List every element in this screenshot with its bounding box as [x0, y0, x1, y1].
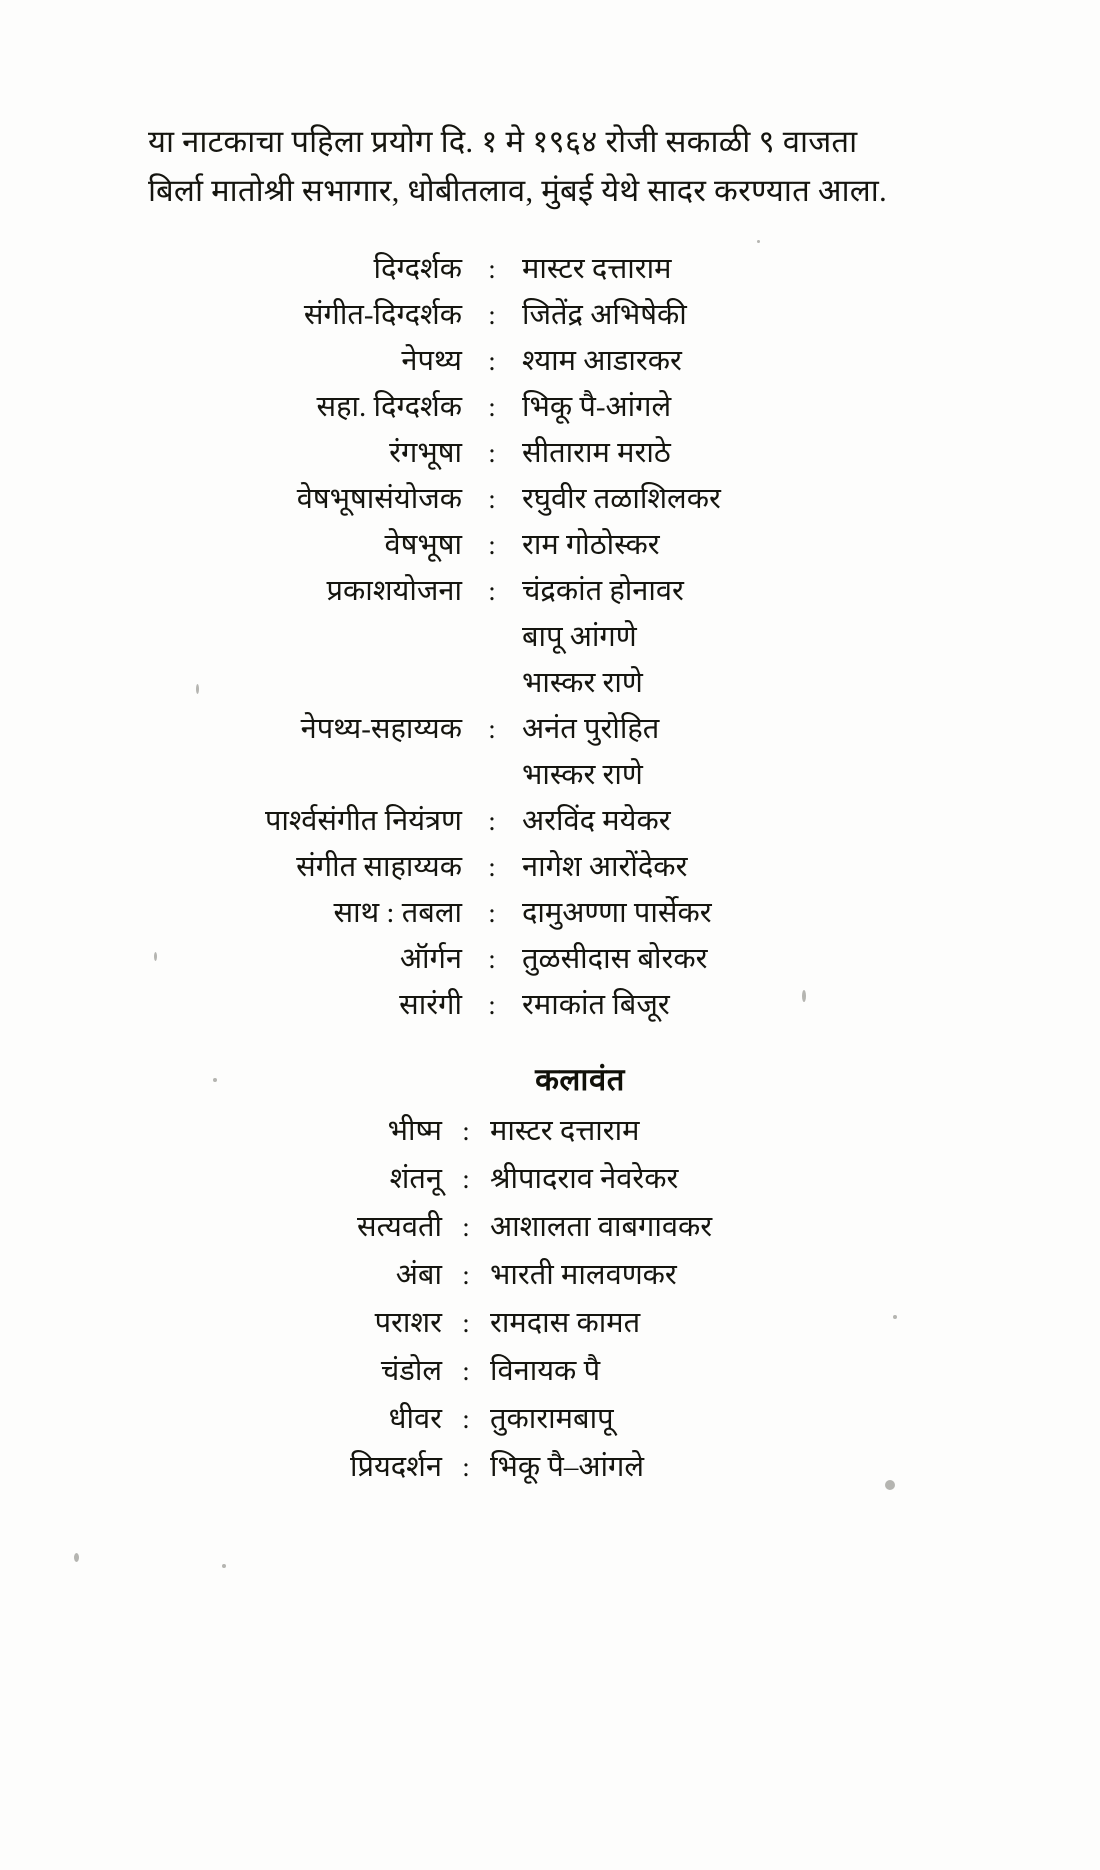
credit-separator: : [488, 576, 496, 606]
credit-separator: : [488, 254, 496, 284]
cast-actor: रामदास कामत [490, 1307, 641, 1339]
credit-role: सहा. दिग्दर्शक [316, 391, 462, 423]
credit-row-continuation [0, 662, 1100, 708]
credit-separator: : [488, 346, 496, 376]
credit-separator: : [462, 1212, 470, 1242]
credit-name: रघुवीर तळाशिलकर [522, 483, 721, 515]
credit-row [0, 846, 1100, 892]
cast-row [0, 1206, 1100, 1254]
credit-role: पार्श्वसंगीत नियंत्रण [264, 805, 462, 837]
credit-name: श्याम आडारकर [522, 345, 682, 377]
cast-row [0, 1350, 1100, 1398]
credit-separator: : [488, 806, 496, 836]
credit-role: साथ : तबला [333, 897, 462, 929]
credit-row-continuation [0, 616, 1100, 662]
cast-actor: मास्टर दत्ताराम [490, 1115, 640, 1147]
credit-name: सीताराम मराठे [522, 437, 671, 469]
credit-name: चंद्रकांत होनावर [522, 575, 684, 607]
cast-row [0, 1158, 1100, 1206]
credit-separator: : [462, 1308, 470, 1338]
cast-character: धीवर [388, 1403, 442, 1435]
credit-role: दिग्दर्शक [373, 253, 462, 285]
cast-row [0, 1398, 1100, 1446]
cast-list [0, 1110, 1100, 1494]
credit-name: भिकू पै-आंगले [522, 391, 672, 423]
cast-actor: श्रीपादराव नेवरेकर [490, 1163, 679, 1195]
credit-role: नेपथ्य-सहाय्यक [300, 713, 462, 745]
credit-separator: : [462, 1116, 470, 1146]
credit-row [0, 708, 1100, 754]
credit-row [0, 984, 1100, 1030]
credit-separator: : [488, 392, 496, 422]
credit-role: संगीत-दिग्दर्शक [303, 299, 462, 331]
credit-role: प्रकाशयोजना [326, 575, 462, 607]
credit-role: ऑर्गन [399, 943, 462, 975]
credit-row [0, 570, 1100, 616]
credit-separator: : [488, 300, 496, 330]
cast-character: प्रियदर्शन [349, 1451, 442, 1483]
cast-actor: विनायक पै [490, 1355, 601, 1387]
credit-separator: : [488, 714, 496, 744]
cast-heading: कलावंत [535, 1062, 625, 1097]
credit-row [0, 478, 1100, 524]
performance-note-line-2: बिर्ला मातोश्री सभागार, धोबीतलाव, मुंबई येथे सादर करण्यात आला. [148, 172, 887, 208]
cast-character: चंडोल [380, 1355, 442, 1387]
cast-character: अंबा [395, 1259, 442, 1291]
credit-name: बापू आंगणे [522, 621, 637, 653]
credit-name: नागेश आरोंदेकर [522, 851, 688, 883]
cast-character: भीष्म [387, 1115, 442, 1147]
credit-separator: : [462, 1260, 470, 1290]
credit-name: भास्कर राणे [522, 759, 643, 791]
credit-name: राम गोठोस्कर [522, 529, 660, 561]
credit-separator: : [488, 990, 496, 1020]
credit-row [0, 340, 1100, 386]
cast-character: शंतनू [389, 1163, 442, 1195]
credit-name: तुळसीदास बोरकर [522, 943, 708, 975]
credit-role: नेपथ्य [401, 345, 462, 377]
performance-note-line-1: या नाटकाचा पहिला प्रयोग दि. १ मे १९६४ रोजी सकाळी ९ वाजता [148, 124, 858, 159]
credit-role: सारंगी [399, 989, 462, 1021]
credit-separator: : [488, 484, 496, 514]
credit-name: जितेंद्र अभिषेकी [522, 299, 687, 331]
cast-actor: भिकू पै–आंगले [490, 1451, 645, 1483]
credit-name: अरविंद मयेकर [522, 805, 671, 837]
credit-separator: : [462, 1356, 470, 1386]
credit-role: वेषभूषा [384, 529, 462, 561]
performance-note [148, 118, 978, 216]
credit-separator: : [462, 1404, 470, 1434]
credit-separator: : [488, 944, 496, 974]
credit-name: मास्टर दत्ताराम [522, 253, 672, 285]
credit-separator: : [462, 1164, 470, 1194]
credit-separator: : [488, 530, 496, 560]
credit-row [0, 892, 1100, 938]
cast-actor: तुकारामबापू [490, 1403, 614, 1435]
credit-row [0, 248, 1100, 294]
credit-row [0, 938, 1100, 984]
credit-name: भास्कर राणे [522, 667, 643, 699]
credit-role: संगीत साहाय्यक [296, 851, 462, 883]
credit-role: रंगभूषा [389, 437, 462, 469]
credit-name: दामुअण्णा पार्सेकर [522, 897, 712, 929]
crew-list [0, 248, 1100, 1030]
cast-row [0, 1254, 1100, 1302]
cast-character: सत्यवती [357, 1211, 442, 1243]
cast-row [0, 1446, 1100, 1494]
credit-row [0, 294, 1100, 340]
credit-role: वेषभूषासंयोजक [296, 483, 462, 515]
cast-row [0, 1302, 1100, 1350]
credit-separator: : [488, 898, 496, 928]
credit-row-continuation [0, 754, 1100, 800]
cast-actor: आशालता वाबगावकर [490, 1211, 713, 1243]
credit-separator: : [462, 1452, 470, 1482]
credit-name: अनंत पुरोहित [522, 713, 660, 745]
credit-row [0, 432, 1100, 478]
credit-row [0, 386, 1100, 432]
cast-row [0, 1110, 1100, 1158]
credit-separator: : [488, 852, 496, 882]
credits-block [0, 248, 1100, 1494]
credit-row [0, 524, 1100, 570]
cast-character: पराशर [374, 1307, 442, 1339]
credit-name: रमाकांत बिजूर [522, 989, 670, 1021]
credit-separator: : [488, 438, 496, 468]
credit-row [0, 800, 1100, 846]
cast-actor: भारती मालवणकर [490, 1259, 677, 1291]
